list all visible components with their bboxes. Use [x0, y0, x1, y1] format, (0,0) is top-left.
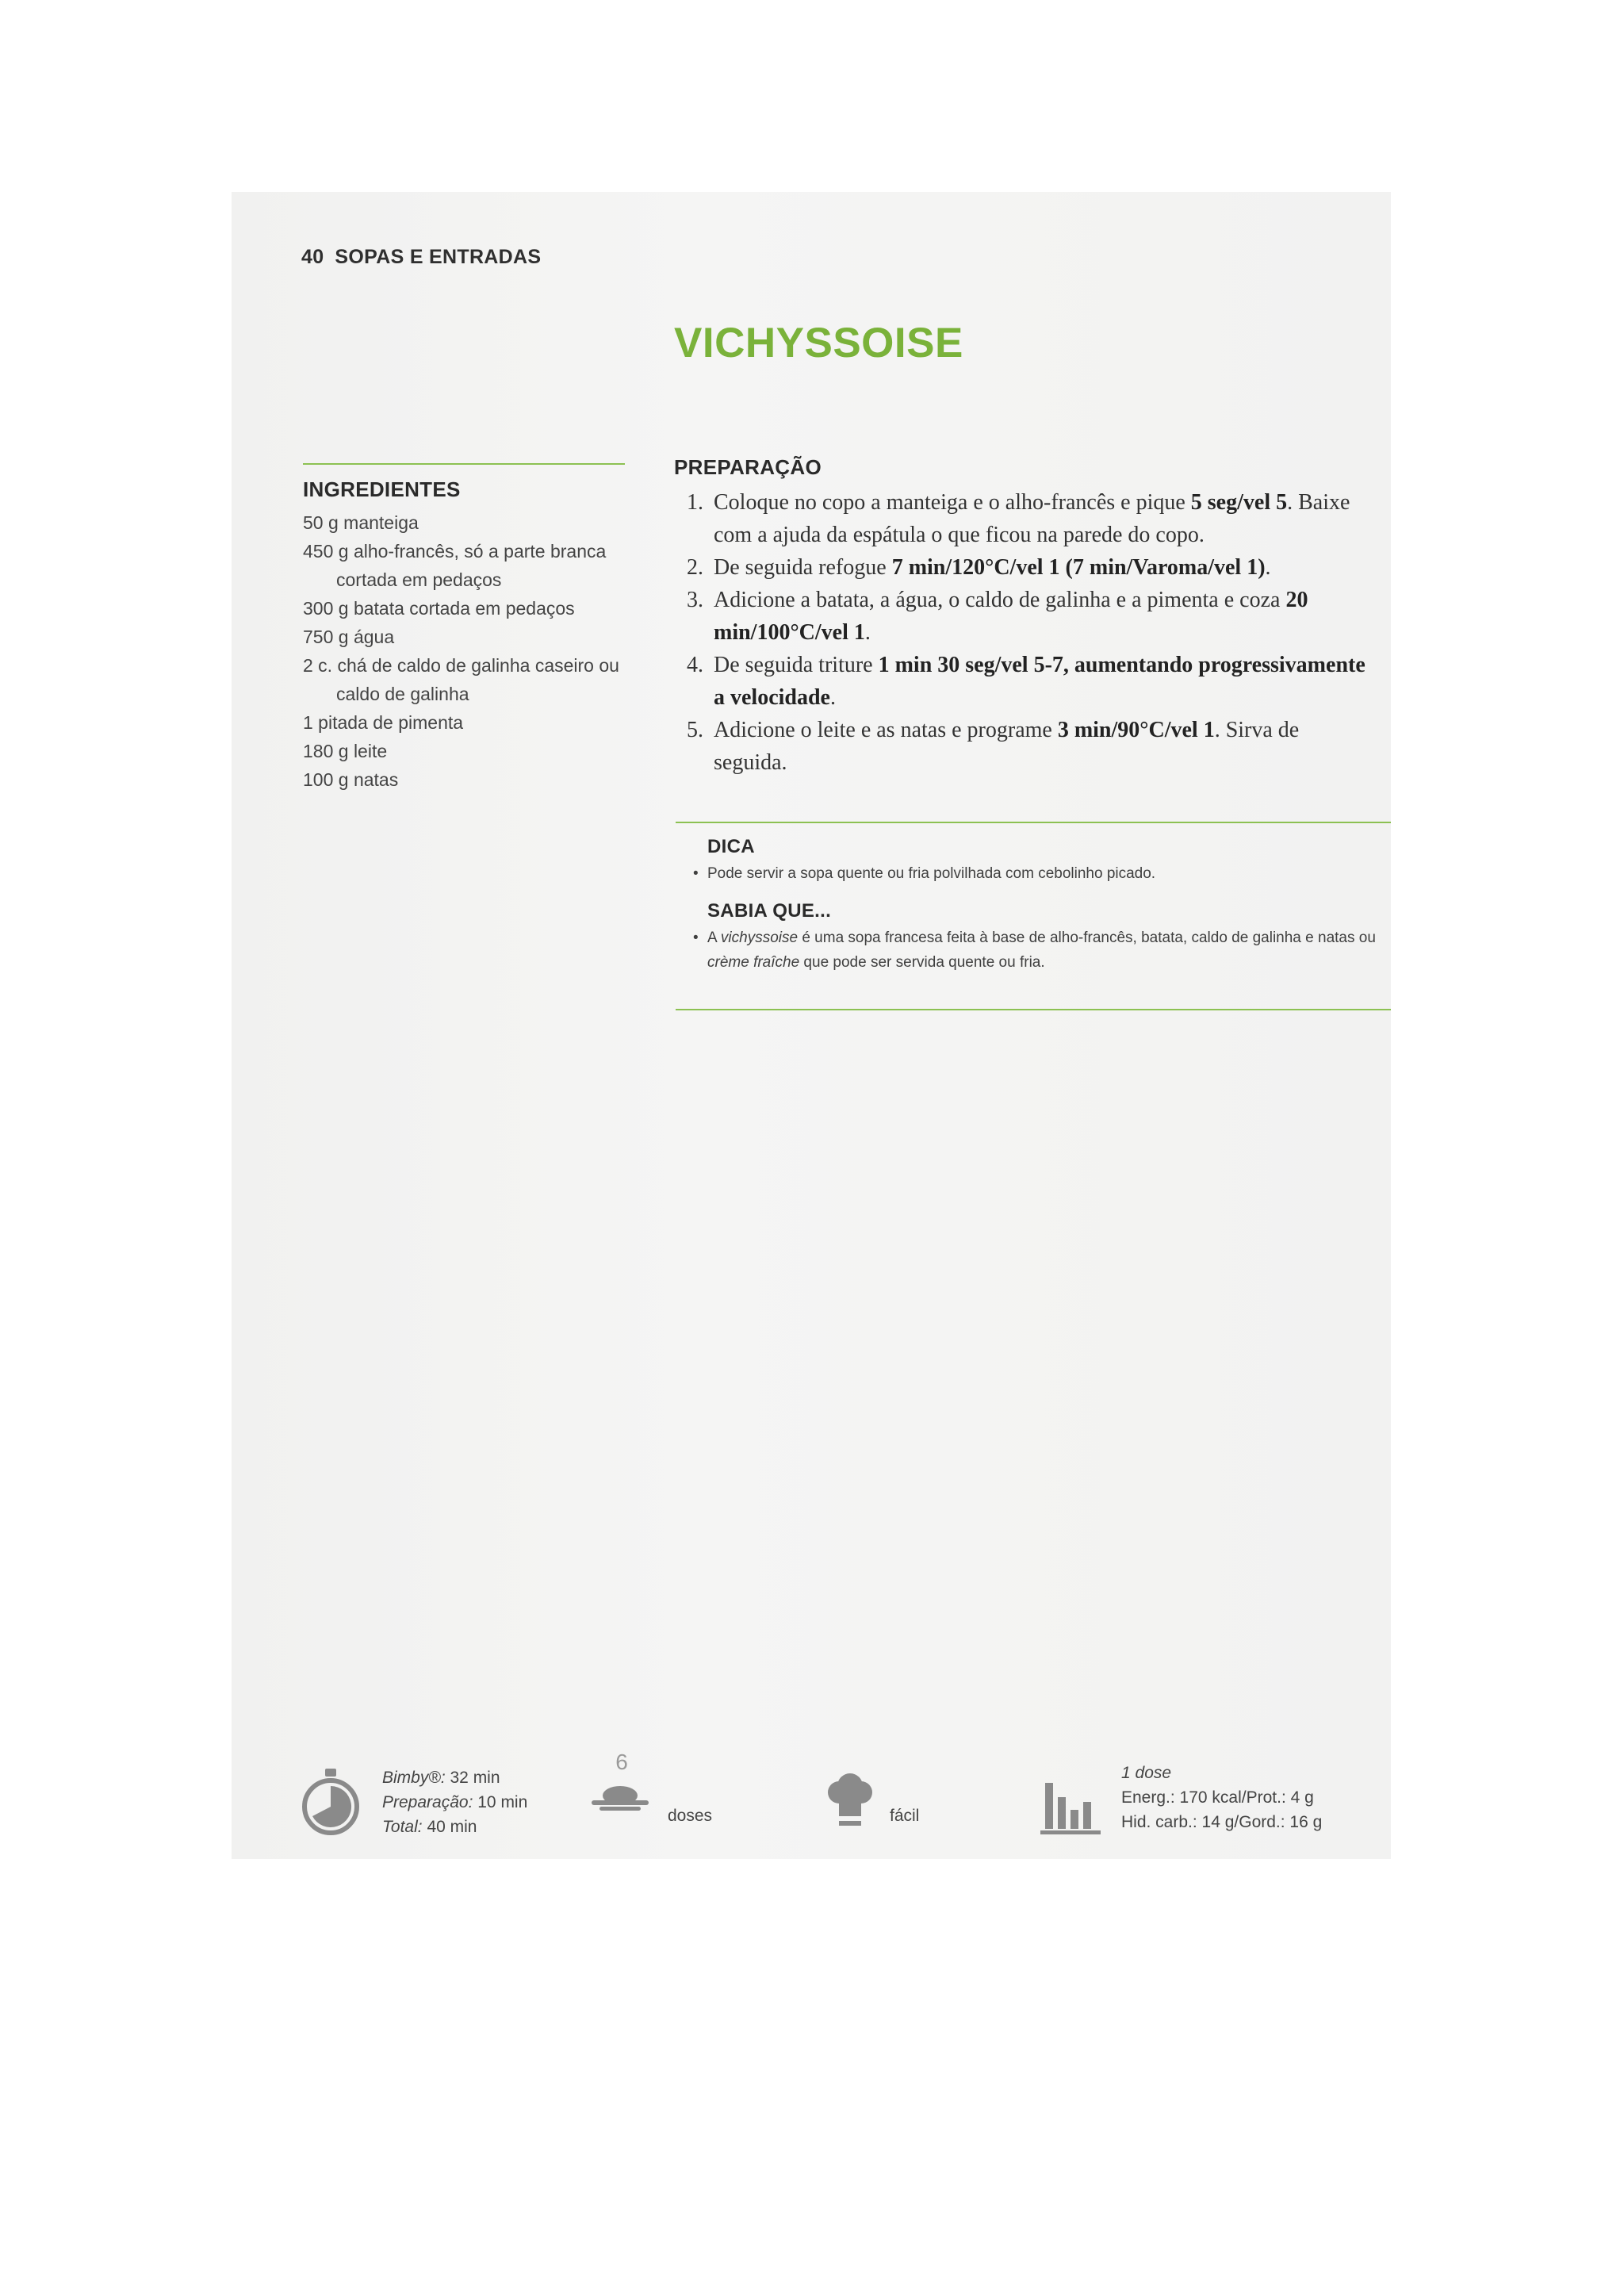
- bullet-icon: •: [693, 865, 699, 882]
- preparation-steps: [674, 486, 1372, 779]
- step-text: Adicione a batata, a água, o caldo de galinha e a pimenta e coza: [714, 588, 1286, 612]
- step-setting: 3 min/90°C/vel 1: [1057, 718, 1215, 742]
- step-setting: 7 min/120°C/vel 1 (7 min/Varoma/vel 1): [891, 555, 1266, 580]
- sabia-text-part: que pode ser servida quente ou fria.: [799, 954, 1045, 971]
- step-setting: 20 min/100°C/vel 1: [714, 588, 1308, 645]
- tips-box: [693, 836, 1381, 975]
- step-text: Adicione o leite e as natas e programe: [714, 718, 1058, 742]
- sabia-text-part: A: [707, 930, 721, 946]
- nutrition-info: [1121, 1761, 1322, 1834]
- step-number: 1.: [687, 490, 703, 515]
- section-title: SOPAS E ENTRADAS: [335, 246, 542, 268]
- page-header: [301, 246, 541, 269]
- ingredients-section: [303, 477, 636, 794]
- bimby-label: Bimby®:: [382, 1769, 446, 1787]
- step-number: 4.: [687, 653, 703, 677]
- sabia-italic: crème fraîche: [707, 954, 800, 971]
- difficulty-label: fácil: [890, 1807, 920, 1825]
- ingredient-item: 2 c. chá de caldo de galinha caseiro ou caldo de galinha: [303, 655, 619, 704]
- ingredient-item: 100 g natas: [303, 769, 399, 790]
- prep-time: 10 min: [477, 1793, 528, 1811]
- preparation-heading: PREPARAÇÃO: [674, 455, 822, 479]
- ingredients-divider: [303, 463, 625, 465]
- step-setting: 5 seg/vel 5: [1190, 490, 1288, 515]
- nutrition-line-2: Hid. carb.: 14 g/Gord.: 16 g: [1121, 1813, 1323, 1831]
- preparation-step: [674, 714, 1372, 779]
- ingredients-heading: INGREDIENTES: [303, 477, 461, 501]
- ingredient-item: 750 g água: [303, 627, 395, 647]
- nutrition-chart-icon: [1040, 1778, 1101, 1835]
- recipe-title: VICHYSSOISE: [674, 320, 963, 366]
- preparation-section: [674, 455, 1372, 779]
- nutrition-line-1: Energ.: 170 kcal/Prot.: 4 g: [1121, 1788, 1314, 1807]
- sabia-text: [693, 926, 1381, 975]
- step-text: . Baixe com a ajuda da espátula o que ficou na parede do copo.: [714, 490, 1350, 547]
- sabia-heading: SABIA QUE...: [707, 900, 832, 922]
- step-text: Coloque no copo a manteiga e o alho-francês e pique: [714, 490, 1191, 515]
- tips-top-divider: [676, 822, 1391, 823]
- ingredient-item: 1 pitada de pimenta: [303, 712, 464, 733]
- dica-heading: DICA: [707, 836, 755, 857]
- ingredient-item: 300 g batata cortada em pedaços: [303, 598, 575, 619]
- step-text: .: [864, 620, 871, 645]
- chef-hat-icon: [825, 1772, 875, 1835]
- timer-icon: [301, 1769, 360, 1837]
- cookbook-page: [232, 192, 1391, 1859]
- step-text: De seguida refogue: [714, 555, 892, 580]
- step-number: 5.: [687, 718, 703, 742]
- recipe-info-bar: [232, 1746, 1391, 1834]
- dica-body: Pode servir a sopa quente ou fria polvilhada com cebolinho picado.: [707, 865, 1156, 882]
- step-text: .: [1265, 555, 1271, 580]
- ingredients-list: [303, 508, 636, 794]
- bullet-icon: •: [693, 930, 699, 946]
- step-text: De seguida triture: [714, 653, 879, 677]
- dica-text: [693, 861, 1381, 886]
- total-time: 40 min: [427, 1818, 477, 1836]
- preparation-step: [674, 584, 1372, 649]
- ingredient-item: 450 g alho-francês, só a parte branca cortada em pedaços: [303, 541, 607, 590]
- sabia-italic: vichyssoise: [720, 930, 799, 946]
- page-number: 40: [301, 246, 324, 268]
- ingredient-item: 50 g manteiga: [303, 512, 419, 533]
- step-text: . Sirva de seguida.: [714, 718, 1300, 775]
- ingredient-item: 180 g leite: [303, 741, 388, 761]
- step-text: .: [830, 685, 836, 710]
- doses-number: 6: [615, 1750, 628, 1774]
- plates-icon: [588, 1783, 652, 1815]
- prep-label: Preparação:: [382, 1793, 473, 1811]
- tips-bottom-divider: [676, 1009, 1391, 1010]
- total-label: Total:: [382, 1818, 423, 1836]
- sabia-text-part: é uma sopa francesa feita à base de alho-francês, batata, caldo de galinha e natas ou: [798, 930, 1376, 946]
- preparation-step: [674, 551, 1372, 584]
- step-number: 3.: [687, 588, 703, 612]
- step-number: 2.: [687, 555, 703, 580]
- nutrition-per: 1 dose: [1121, 1764, 1172, 1782]
- preparation-step: [674, 649, 1372, 714]
- doses-label: doses: [668, 1807, 713, 1825]
- bimby-time: 32 min: [450, 1769, 500, 1787]
- step-setting: 1 min 30 seg/vel 5-7, aumentando progressivamente a velocidade: [714, 653, 1365, 710]
- preparation-step: [674, 486, 1372, 551]
- time-info: [382, 1765, 527, 1839]
